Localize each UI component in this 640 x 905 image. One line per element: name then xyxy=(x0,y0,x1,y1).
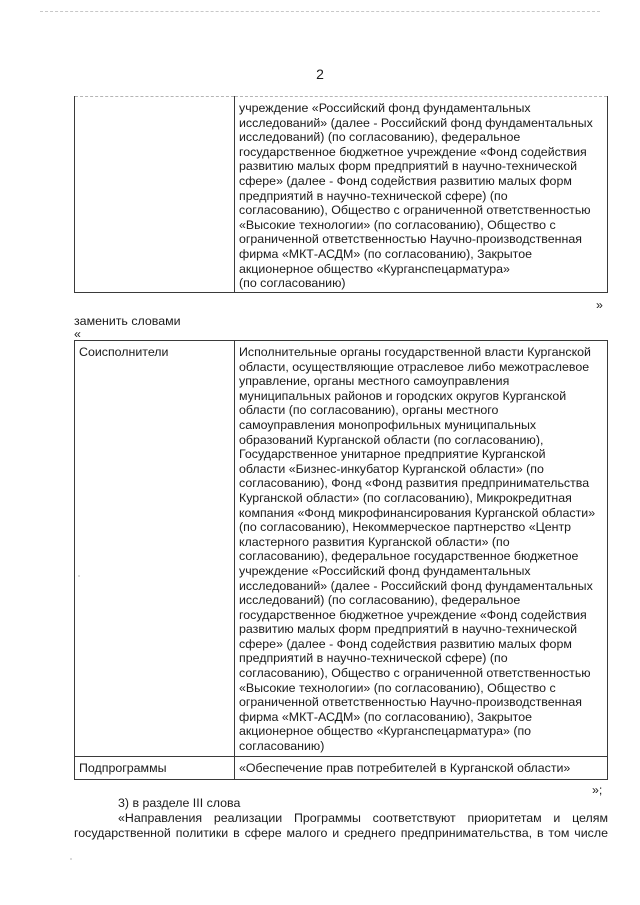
text-line: управление, органы местного самоуправления xyxy=(239,374,510,389)
body-paragraph xyxy=(74,811,608,841)
text-line: акционерное общество «Курганспецарматура» (по xyxy=(239,724,532,739)
text-line: учреждение «Российский фонд фундаментальных xyxy=(239,563,531,578)
text-line: «Высокие технологии» (по согласованию), Общество с xyxy=(239,217,556,232)
table-cell-value: «Обеспечение прав потребителей в Курганской области» xyxy=(235,756,608,780)
text-line: области «Бизнес-инкубатор Курганской области» (по xyxy=(239,461,544,476)
text-line: согласованию), Общество с ограниченной ответственностью xyxy=(239,666,591,681)
text-line: Курганской области» (по согласованию), Микрокредитная xyxy=(239,490,572,505)
text-line: фирма «МКТ-АСДМ» (по согласованию), Закрытое xyxy=(239,246,533,261)
page-number: 2 xyxy=(316,66,324,82)
text-line: «Направления реализации Программы соответствуют приоритетам и целям xyxy=(118,811,608,825)
table-continuation xyxy=(74,96,608,293)
scan-edge-line xyxy=(40,11,600,12)
text-line: исследований» (далее - Российский фонд фундаментальных xyxy=(239,578,593,593)
text-line: предприятий в научно-технической сфере) (по xyxy=(239,651,508,666)
replace-words-line: заменить словами xyxy=(74,314,181,328)
text-line: исследований» (далее - Российский фонд фундаментальных xyxy=(239,115,593,130)
text-line: Исполнительные органы государственной власти Курганской xyxy=(239,345,591,359)
text-line: развитию малых форм предприятий в научно-технической xyxy=(239,159,578,174)
text-line: исследований) (по согласованию), федеральное xyxy=(239,130,521,145)
text-line: предприятий в научно-технической сфере) (по xyxy=(239,188,508,203)
text-line: акционерное общество «Курганспецарматура» xyxy=(239,261,510,276)
text-line: согласованию), Общество с ограниченной ответственностью xyxy=(239,203,591,218)
text-line: согласованию) xyxy=(239,739,325,754)
table-row xyxy=(75,756,608,780)
text-line: области, осуществляющие отраслевое либо межотраслевое xyxy=(239,359,590,374)
text-line: государственной политики в сфере малого и среднего предпринимательства, в том числе xyxy=(74,826,608,840)
table-cell-right xyxy=(235,97,608,293)
closing-quote: » xyxy=(596,298,603,312)
table-row xyxy=(75,341,608,757)
text-line: исследований) (по согласованию), федеральное xyxy=(239,593,521,608)
closing-quote: »; xyxy=(592,783,603,797)
table-cell-value xyxy=(235,341,608,757)
text-line: (по согласованию) xyxy=(239,276,346,291)
table-cell-label: Соисполнители xyxy=(75,341,235,757)
text-line: самоуправления монопрофильных муниципальных xyxy=(239,417,537,432)
text-line: «Высокие технологии» (по согласованию), Общество с xyxy=(239,680,556,695)
text-line: государственное бюджетное учреждение «Фонд содействия xyxy=(239,607,587,622)
text-line: кластерного развития Курганской области» (по xyxy=(239,534,510,549)
text-line: государственное бюджетное учреждение «Фонд содействия xyxy=(239,144,587,159)
scan-speck xyxy=(70,858,72,860)
text-line: компания «Фонд микрофинансирования Курганской области» xyxy=(239,505,596,520)
table-cell-label: Подпрограммы xyxy=(75,756,235,780)
text-line: сфере» (далее - Фонд содействия развитию малых форм xyxy=(239,636,572,651)
text-line: (по согласованию), Некоммерческое партнерство «Центр xyxy=(239,520,572,535)
table-cell-left xyxy=(75,97,235,293)
text-line: Государственное унитарное предприятие Курганской xyxy=(239,447,546,462)
scan-speck xyxy=(78,575,80,577)
text-line: фирма «МКТ-АСДМ» (по согласованию), Закрытое xyxy=(239,709,533,724)
text-line: сфере» (далее - Фонд содействия развитию малых форм xyxy=(239,173,572,188)
opening-quote: « xyxy=(74,327,81,341)
table-row xyxy=(75,97,608,293)
text-line: развитию малых форм предприятий в научно-технической xyxy=(239,622,578,637)
text-line: ограниченной ответственностью Научно-производственная xyxy=(239,232,582,247)
text-line: согласованию), федеральное государственное бюджетное xyxy=(239,549,579,564)
list-item: 3) в разделе III слова xyxy=(118,796,241,810)
text-line: муниципальных районов и городских округов Курганской xyxy=(239,388,567,403)
text-line: ограниченной ответственностью Научно-производственная xyxy=(239,695,582,710)
text-line: учреждение «Российский фонд фундаментальных xyxy=(239,101,531,115)
replacement-table xyxy=(74,340,608,780)
text-line: согласованию), Фонд «Фонд развития предпринимательства xyxy=(239,476,590,491)
text-line: области (по согласованию), органы местного xyxy=(239,403,499,418)
text-line: образований Курганской области (по согласованию), xyxy=(239,432,544,447)
